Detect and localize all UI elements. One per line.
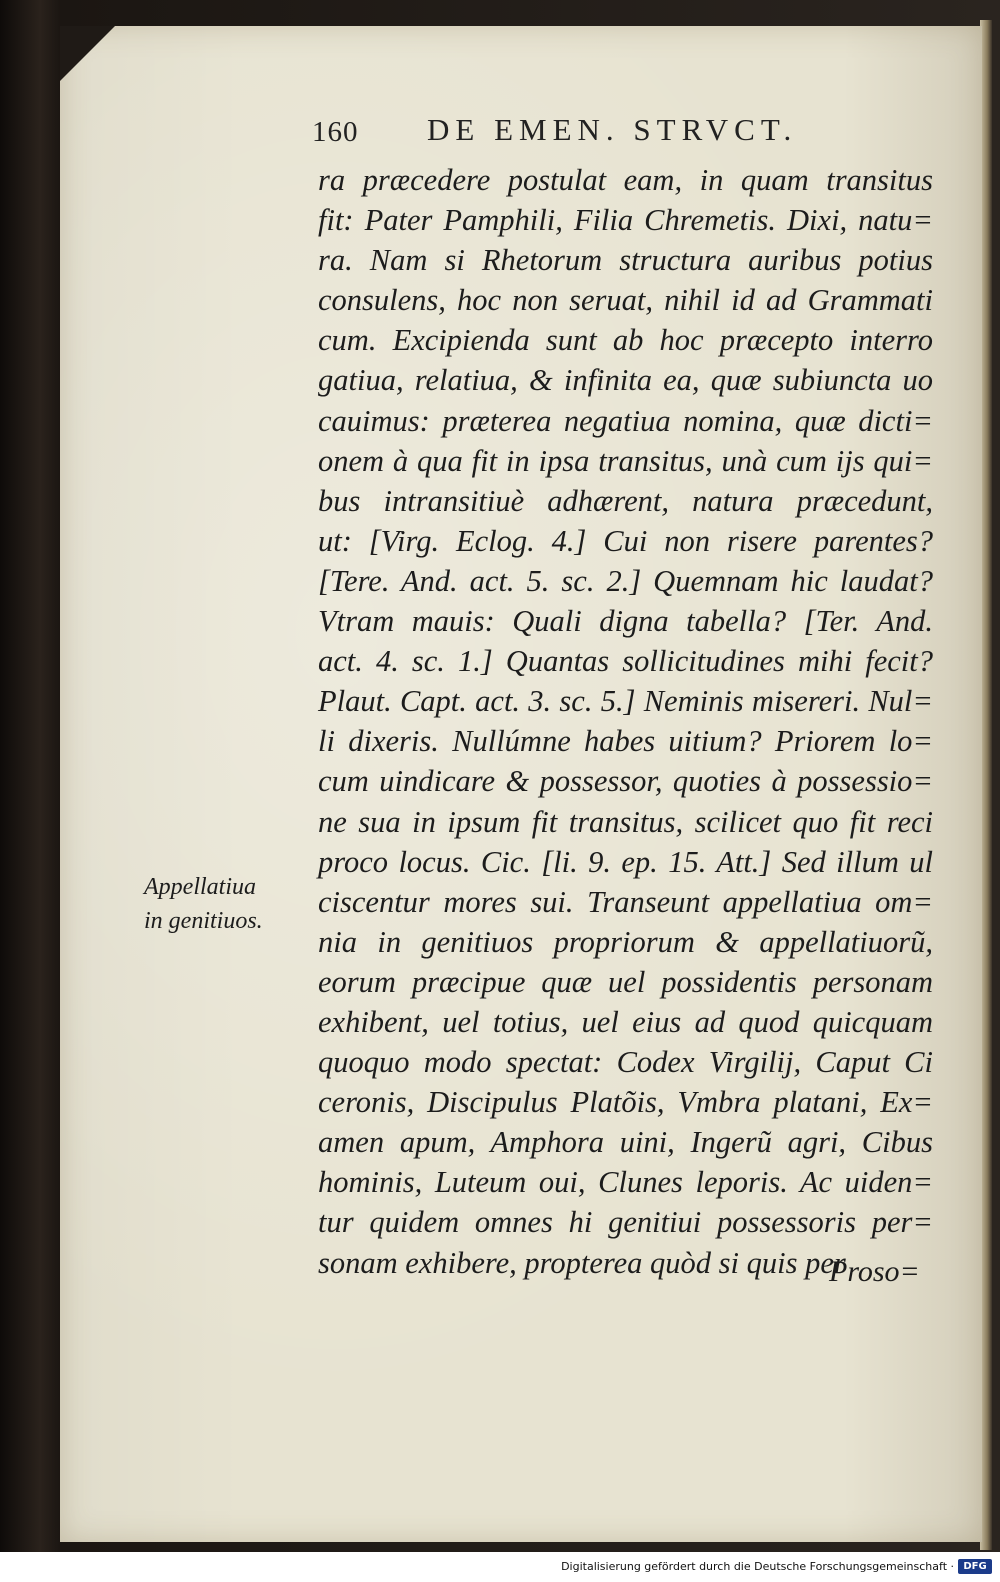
marginal-note-line: in genitiuos. xyxy=(144,908,263,934)
text-line: quoquo modo spectat: Codex Virgilij, Caput Ci xyxy=(318,1045,933,1080)
text-line: eorum præcipue quæ uel possidentis personam xyxy=(318,964,933,999)
funding-credit: Digitalisierung gefördert durch die Deutsche Forschungsgemeinschaft · xyxy=(561,1560,954,1573)
text-line: ra. Nam si Rhetorum structura auribus potius xyxy=(318,243,933,278)
page-number: 160 xyxy=(312,116,359,148)
torn-corner xyxy=(60,26,115,81)
text-line: sonam exhibere, propterea quòd si quis per xyxy=(318,1245,846,1280)
text-line: tur quidem omnes hi genitiui possessoris per= xyxy=(318,1205,933,1240)
text-line: act. 4. sc. 1.] Quantas sollicitudines mihi fecit? xyxy=(318,644,933,679)
text-line: fit: Pater Pamphili, Filia Chremetis. Dixi, natu= xyxy=(318,203,933,238)
text-line: li dixeris. Nullúmne habes uitium? Priorem lo= xyxy=(318,724,933,759)
text-line: bus intransitiuè adhærent, natura præcedunt, xyxy=(318,483,933,518)
running-head: DE EMEN. STRVCT. xyxy=(427,112,798,147)
text-line: [Tere. And. act. 5. sc. 2.] Quemnam hic laudat? xyxy=(318,563,933,598)
page-header xyxy=(312,112,932,152)
text-line: amen apum, Amphora uini, Ingerũ agri, Cibus xyxy=(318,1125,933,1160)
marginal-note-line: Appellatiua xyxy=(144,874,256,900)
text-line: cauimus: præterea negatiua nomina, quæ dicti= xyxy=(318,403,933,438)
body-text xyxy=(318,160,933,1283)
text-line: consulens, hoc non seruat, nihil id ad Grammati xyxy=(318,283,933,318)
text-line: ne sua in ipsum fit transitus, scilicet quo fit reci xyxy=(318,804,933,839)
text-line: Vtram mauis: Quali digna tabella? [Ter. And. xyxy=(318,604,933,639)
text-line: gatiua, relatiua, & infinita ea, quæ subiuncta uo xyxy=(318,363,933,398)
text-line: Plaut. Capt. act. 3. sc. 5.] Neminis misereri. Nul= xyxy=(318,684,933,719)
text-line: ut: [Virg. Eclog. 4.] Cui non risere parentes? xyxy=(318,523,933,558)
text-line: nia in genitiuos propriorum & appellatiuorũ, xyxy=(318,924,933,959)
text-line: ra præcedere postulat eam, in quam transitus xyxy=(318,163,933,197)
text-line: hominis, Luteum oui, Clunes leporis. Ac uiden= xyxy=(318,1165,933,1200)
text-line: onem à qua fit in ipsa transitus, unà cum ijs qui= xyxy=(318,443,933,478)
text-line: exhibent, uel totius, uel eius ad quod quicquam xyxy=(318,1004,933,1039)
text-line: ciscentur mores sui. Transeunt appellatiua om= xyxy=(318,884,933,919)
text-line: proco locus. Cic. [li. 9. ep. 15. Att.] Sed illum ul xyxy=(318,844,933,879)
text-line: ceronis, Discipulus Platõis, Vmbra platani, Ex= xyxy=(318,1085,933,1120)
marginal-note xyxy=(144,870,263,938)
dfg-logo-icon: DFG xyxy=(958,1559,992,1574)
text-line: cum. Excipienda sunt ab hoc præcepto interro xyxy=(318,323,933,358)
catchword: Proso= xyxy=(829,1255,920,1288)
footer-bar xyxy=(0,1552,1000,1582)
text-line: cum uindicare & possessor, quoties à possessio= xyxy=(318,764,933,799)
